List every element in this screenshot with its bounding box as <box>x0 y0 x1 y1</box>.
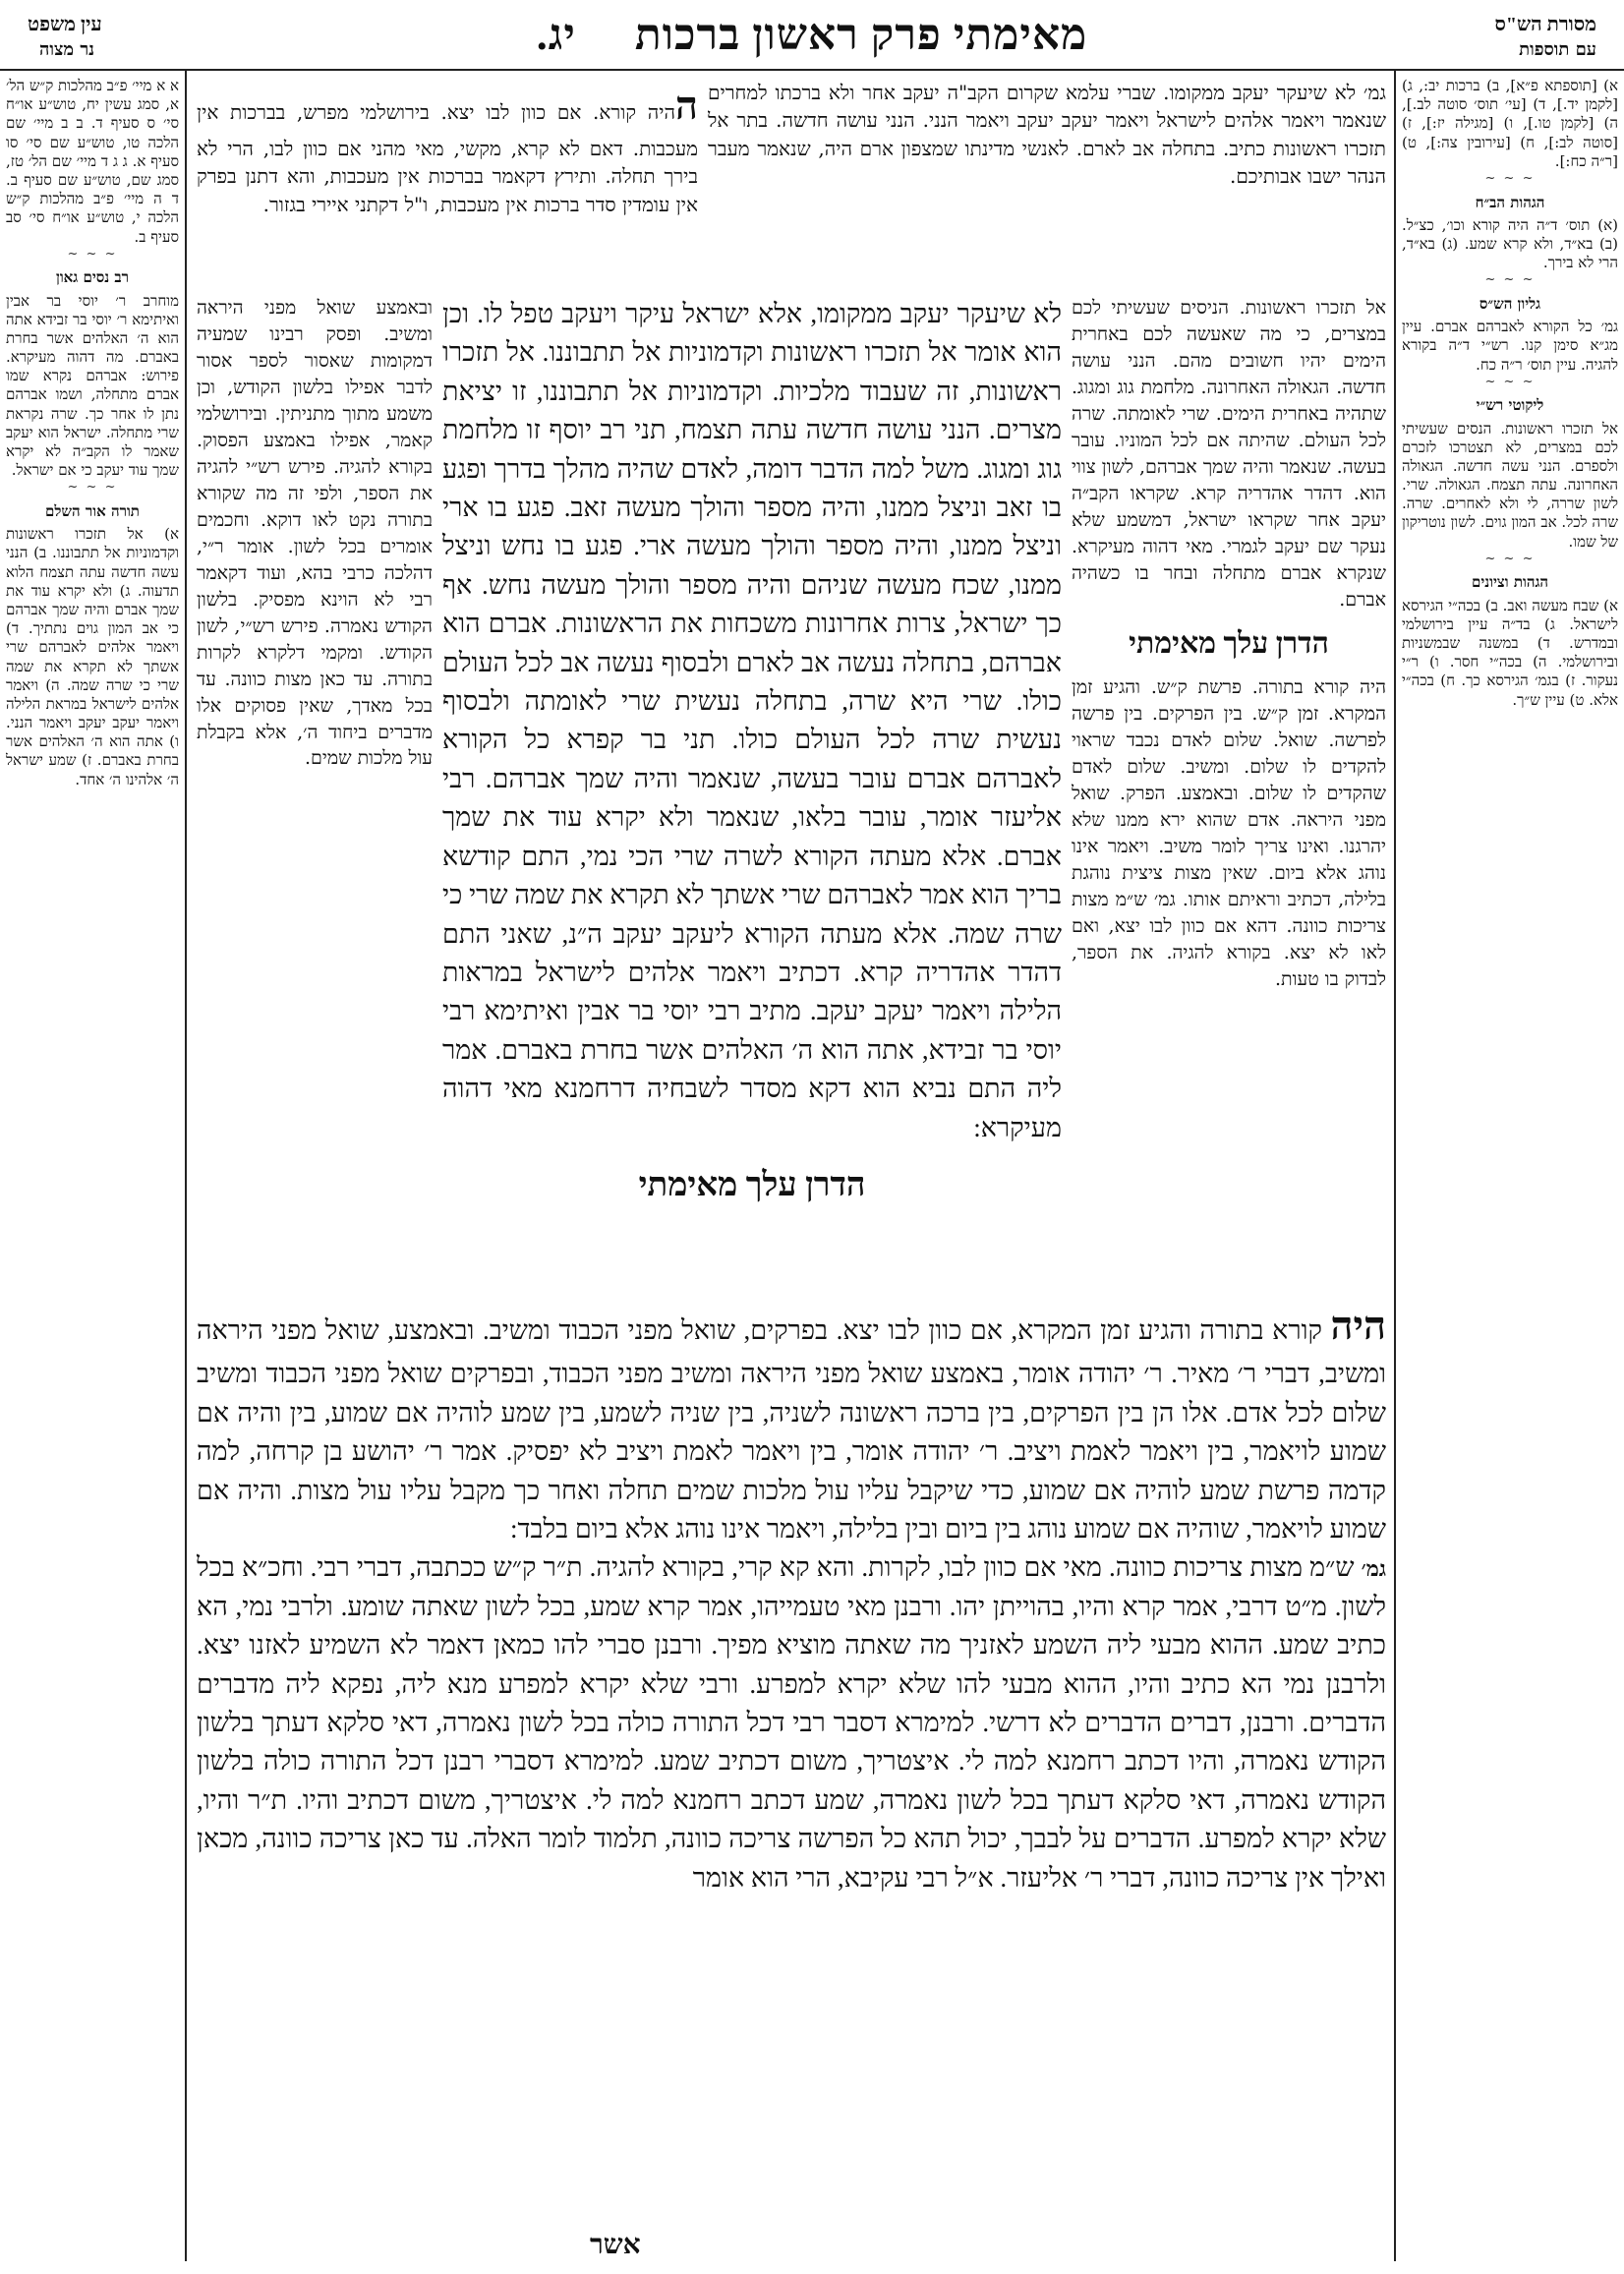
rashi-hadran: הדרן עלך מאימתי <box>1129 626 1329 660</box>
left-sub: נר מצוה <box>39 39 95 60</box>
folio-number: יג. <box>536 11 576 59</box>
ornament-divider: ~ ~ ~ <box>1484 272 1536 288</box>
rashi-top: גמ׳ לא שיעקר יעקב ממקומו. שברי עלמא שקרום הקב"ה יעקב אחר ולא ברכתו למחרים שנאמר ויאמר אלהים לישראל ויאמר יעקב יעקב ויאמר הנני. הנני עושה חדשה. בתר אל תזכרו ראשונות כתיב. בתחלה אב לארם. לאנשי מדינתו שמצפון ארם היה, שנאמר מעבר הנהר ישבו אבותיכם. <box>708 81 1386 189</box>
left-label: עין משפט <box>28 14 102 35</box>
tosafot-top-initial: ה <box>674 84 698 128</box>
ornament-divider: ~ ~ ~ <box>1484 170 1536 186</box>
ornament-divider: ~ ~ ~ <box>67 480 118 496</box>
gilyon-shas-text: גמ׳ כל הקורא לאברהם אברם. עיין מג״א סימן קנו. רש״י ד״ה בקורא להגיה. עיין תוס׳ ר״ה כח. <box>1402 318 1618 374</box>
right-label: מסורת הש"ס <box>1494 14 1596 35</box>
rabbeinu-nissim-title: רב נסים גאון <box>56 268 129 287</box>
hagahot-bach-text: (א) תוס׳ ד״ה היה קורא וכו׳, כצ״ל. (ב) בא״ד, ולא קרא שמע. (ג) בא״ד, הרי לא בירך. <box>1402 215 1618 272</box>
left-sidebar <box>6 77 179 2259</box>
page-title <box>0 10 1624 60</box>
chapter-title: מאימתי פרק ראשון ברכות <box>634 11 1088 59</box>
catchword: אשר <box>590 2230 641 2260</box>
mishnah-opening-word: היה <box>1330 1304 1386 1348</box>
ornament-divider: ~ ~ ~ <box>1484 551 1536 566</box>
tosafot-top: ההיה קורא. אם כוון לבו יצא. בירושלמי מפרש, בברכות אין מעכבות. דאם לא קרא, מקשי, מאי מהני אם כוון לבו, הרי לא בירך תחלה. ותירץ דקאמר בברכות אין מעכבות, והא דתנן בפרק אין עומדין סדר ברכות אין מעכבות, ו"ל דקתני איירי בגזור. <box>197 84 698 216</box>
gemara-paragraph-1: לא שיעקר יעקב ממקומו, אלא ישראל עיקר ויעקב טפל לו. וכן הוא אומר אל תזכרו ראשונות וקדמוניות אל תתבוננו. אל תזכרו ראשונות, זה שעבוד מלכיות. וקדמוניות אל תתבוננו, זו יציאת מצרים. הנני עושה חדשה עתה תצמח, תני רב יוסף זו מלחמת גוג ומגוג. משל למה הדבר דומה, לאדם שהיה מהלך בדרך ופגע בו זאב וניצל ממנו, והיה מספר והולך מעשה זאב. פגע בו ארי וניצל ממנו, והיה מספר והולך מעשה ארי. פגע בו נחש וניצל ממנו, שכח מעשה שניהם והיה מספר והולך מעשה נחש. אף כך ישראל, צרות אחרונות משכחות את הראשונות. אברם הוא אברהם, בתחלה נעשה אב לארם ולבסוף נעשה אב לכל העולם כולו. שרי היא שרה, בתחלה נעשית שרי לאומתה ולבסוף נעשית שרה לכל העולם כולו. תני בר קפרא כל הקורא לאברהם אברם עובר בעשה, שנאמר והיה שמך אברהם. רבי אליעזר אומר, עובר בלאו, שנאמר ולא יקרא עוד את שמך אברם. אלא מעתה הקורא לשרה שרי הכי נמי, התם קודשא בריך הוא אמר לאברהם שרי אשתך לא תקרא את שמה שרי כי שרה שמה. אלא מעתה הקורא ליעקב יעקב ה״נ, שאני התם דהדר אהדריה קרא. דכתיב ויאמר אלהים לישראל במראות הלילה ויאמר יעקב יעקב. מתיב רבי יוסי בר אבין ואיתימא רבי יוסי בר זבידא, אתה הוא ה׳ האלהים אשר בחרת באברם. אמר ליה התם נביא הוא דקא מסדר לשבחיה דרחמנא מאי דהוה מעיקרא: <box>442 299 1062 1142</box>
hagahot-bach-title: הגהות הב״ח <box>1475 193 1545 211</box>
ornament-divider: ~ ~ ~ <box>1484 374 1536 389</box>
torah-or-text: א) אל תזכרו ראשונות וקדמוניות אל תתבוננו. ב) הנני עשה חדשה עתה תצמח הלוא תדעוה. ג) ולא יקרא עוד את שמך אברם והיה שמך אברהם כי אב המון גוים נתתיך. ד) ויאמר אלהים לאברהם שרי אשתך לא תקרא את שמה שרי כי שרה שמה. ה) ויאמר אלהים לישראל במראת הלילה ויאמר יעקב יעקב ויאמר הנני. ו) אתה הוא ה׳ האלהים אשר בחרת באברם. ז) שמע ישראל ה׳ אלהינו ה׳ אחד. <box>6 525 179 788</box>
tosafot-column: ובאמצע שואל מפני היראה ומשיב. ופסק רבינו שמעיה דמקומות שאסור לספר אסור לדבר אפילו בלשון הקודש, וכן משמע מתוך מתניתין. ובירושלמי קאמר, אפילו באמצע הפסוק. בקורא להגיה. פירש רש״י להגיה את הספר, ולפי זה מה שקורא בתורה נקט לאו דוקא. וחכמים אומרים בכל לשון. אומר ר״י, דהלכה כרבי בהא, ועוד דקאמר רבי לא הוינא מפסיק. בלשון הקודש נאמרה. פירש רש״י, לשון הקודש. ומקמי דלקרא לקרות בתורה. עד כאן מצות כוונה. עד בכל מאדך, שאין פסוקים אלו מדברים ביחוד ה׳, אלא בקבלת עול מלכות שמים. <box>197 297 433 770</box>
masoret-text: א) [תוספתא פ״א], ב) ברכות יב:, ג) [לקמן יד.], ד) [עי׳ תוס׳ סוטה לב.], ה) [לקמן טו.], ו) [מגילה יז:], ז) [סוטה לב:], ח) [עירובין צה:], ט) [ר״ה כח:]. <box>1402 77 1618 170</box>
rabbeinu-nissim-text: מוחרב ר׳ יוסי בר אבין ואיתימא ר׳ יוסי בר זבידא אתה הוא ה׳ האלהים אשר בחרת באברם. מה דהוה מעיקרא. פירוש: אברהם נקרא שמו אברם מתחלה, ושמו אברהם נתן לו אחר כך. שרה נקראת שרי מתחלה. ישראל הוא יעקב שאמר לו הקב״ה לא יקרא שמך עוד יעקב כי אם ישראל. <box>6 291 179 480</box>
hadran-heading: הדרן עלך מאימתי <box>638 1166 866 1203</box>
ein-mishpat-text: א א מיי׳ פ״ב מהלכות ק״ש הל׳ א, סמג עשין יח, טוש״ע או״ח סי׳ ס סעיף ד. ב ב מיי׳ שם הלכה טו, טוש״ע שם סי׳ סו סעיף א. ג ג ד מיי׳ שם הל׳ טז, סמג שם, טוש״ע שם סעיף ב. ד ה מיי׳ פ״ב מהלכות ק״ש הלכה י, טוש״ע או״ח סי׳ סב סעיף ב. <box>6 77 179 246</box>
gemara-paragraph-3: ש״מ מצות צריכות כוונה. מאי אם כוון לבו, לקרות. והא קא קרי, בקורא להגיה. ת״ר ק״ש ככתבה, דברי רבי. וחכ״א בכל לשון. מ״ט דרבי, אמר קרא והיו, בהוייתן יהו. ורבנן מאי טעמייהו, אמר קרא שמע, בכל לשון שאתה שומע. ולרבי נמי, הא כתיב שמע. ההוא מבעי ליה השמע לאזניך מה שאתה מוציא מפיך. ורבנן סברי להו כמאן דאמר לא השמיע לאזנו יצא. ולרבנן נמי הא כתיב והיו, ההוא מבעי להו שלא יקרא למפרע. ורבי שלא יקרא למפרע מנא ליה, נפקא ליה מדברים הדברים. ורבנן, דברים הדברים לא דרשי. למימרא דסבר רבי דכל התורה כולה בכל לשון נאמרה, דאי סלקא דעתך בלשון הקודש נאמרה, והיו דכתב רחמנא למה לי. איצטריך, משום דכתיב שמע. למימרא דסברי רבנן דכל התורה כולה בלשון הקודש נאמרה, דאי סלקא דעתך בכל לשון נאמרה, שמע דכתב רחמנא למה לי. איצטריך, משום דכתיב והיו. ת״ר והיו, שלא יקרא למפרע. הדברים על לבבך, יכול תהא כל הפרשה צריכה כוונה, תלמוד לומר האלה. עד כאן צריכה כוונה, מכאן ואילך אין צריכה כוונה, דברי ר׳ אליעזר. א״ל רבי עקיבא, הרי הוא אומר <box>197 1552 1386 1893</box>
right-sub: עם תוספות <box>1519 39 1596 60</box>
mishnah-text: קורא בתורה והגיע זמן המקרא, אם כוון לבו יצא. בפרקים, שואל מפני הכבוד ומשיב. ובאמצע, שואל מפני היראה ומשיב, דברי ר׳ מאיר. ר׳ יהודה אומר, באמצע שואל מפני היראה ומשיב מפני הכבוד, ובפרקים שואל מפני הכבוד ומשיב שלום לכל אדם. אלו הן בין הפרקים, בין ברכה ראשונה לשניה, בין שניה לשמע, בין שמע לוהיה אם שמוע, בין והיה אם שמוע לויאמר, בין ויאמר לאמת ויציב. ר׳ יהודה אומר, בין ויאמר לאמת ויציב לא יפסיק. אמר ר׳ יהושע בן קרחה, למה קדמה פרשת שמע לוהיה אם שמוע, כדי שיקבל עליו עול מלכות שמים תחלה ואחר כך מקבל עליו עול מצות. והיה אם שמוע לויאמר, שוהיה אם שמוע נוהג בין ביום ובין בלילה, ויאמר אינו נוהג אלא ביום בלבד: <box>197 1315 1386 1545</box>
header-rule <box>0 69 1624 71</box>
right-sidebar-rule <box>1394 69 1396 2261</box>
gemara-main-column <box>442 295 1062 1288</box>
hagahot-tziyunim-text: א) שבח מעשה ואב. ב) בכה״י הגירסא לישראל. ג) בד״ה עיין בירושלמי ובמדרש. ד) במשנה שבמשניות ובירושלמי. ה) בכה״י חסר. ו) ר״י נעקור. ז) בגמ׳ הגירסא כך. ח) בכה״י אלא. ט) עיין ש״ך. <box>1402 596 1618 709</box>
ornament-divider: ~ ~ ~ <box>67 246 118 262</box>
likutei-rashi-text: אל תזכרו ראשונות. הנסים שעשיתי לכם במצרים, לא תצטרכו לזכרם ולספרם. הנני עשה חדשה. הגאולה האחרונה. עתה תצמח. הגאולה. שרי. לשון שררה, לי ולא לאחרים. שרה. שרה לכל. אב המון גוים. לשון נוטריקון של שמו. <box>1402 419 1618 551</box>
torah-or-title: תורה אור השלם <box>45 502 140 520</box>
hagahot-tziyunim-title: הגהות וציונים <box>1471 573 1549 592</box>
gemara-lower-block <box>197 1298 1386 2242</box>
likutei-rashi-title: ליקוטי רש״י <box>1476 396 1544 415</box>
right-sidebar <box>1402 77 1618 2259</box>
left-sidebar-rule <box>185 69 187 2261</box>
gilyon-shas-title: גליון הש״ס <box>1479 294 1541 313</box>
gemara-label: גמ׳ <box>1361 1556 1386 1582</box>
rashi-column: אל תזכרו ראשונות. הניסים שעשיתי לכם במצרים, כי מה שאעשה לכם באחרית הימים יהיו חשובים מהם. הנני עושה חדשה. הגאולה האחרונה. מלחמת גוג ומגוג. שתהיה באחרית הימים. שרי לאומתה. שרה לכל העולם. שהיתה אם לכל המוניו. עובר בעשה. שנאמר והיה שמך אברהם, לשון צווי הוא. דהדר אהדריה קרא. שקראו הקב״ה יעקב אחר שקראו ישראל, דמשמע שלא נעקר שם יעקב לגמרי. מאי דהוה מעיקרא. שנקרא אברם מתחלה ובחר בו כשהיה אברם. הדרן עלך מאימתי היה קורא בתורה. פרשת ק״ש. והגיע זמן המקרא. זמן ק״ש. בין הפרקים. בין פרשה לפרשה. שואל. שלום לאדם נכבד שראוי להקדים לו שלום. ומשיב. שלום לאדם שהקדים לו שלום. ובאמצע. הפרק. שואל מפני היראה. אדם שהוא ירא ממנו שלא יהרגנו. ואינו צריך לומר משיב. ויאמר אינו נוהג אלא ביום. שאין מצות ציצית נוהגת בלילה, דכתיב וראיתם אותו. גמ׳ ש״מ מצות צריכות כוונה. דהא אם כוון לבו יצא, ואם לאו לא יצא. בקורא להגיה. את הספר, לבדוק בו טעות. <box>1072 297 1386 990</box>
